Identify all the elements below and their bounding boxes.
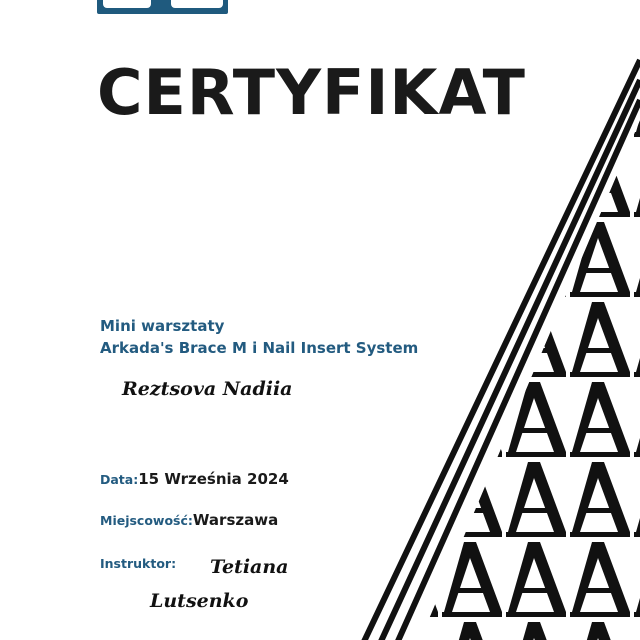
- date-label: Data:: [100, 472, 139, 487]
- certificate-title: CERTYFIKAT: [97, 56, 526, 129]
- instructor-signature: Tetiana Lutsenko: [150, 556, 289, 612]
- instructor-label: Instruktor:: [100, 556, 177, 571]
- date-value: 15 Września 2024: [138, 470, 289, 488]
- place-value: Warszawa: [192, 511, 279, 529]
- course-line-2: Arkada's Brace M i Nail Insert System: [100, 339, 419, 357]
- course-line-1: Mini warsztaty: [100, 317, 225, 335]
- participant-signature: Reztsova Nadiia: [122, 378, 293, 400]
- place-label: Miejscowość:: [100, 513, 193, 528]
